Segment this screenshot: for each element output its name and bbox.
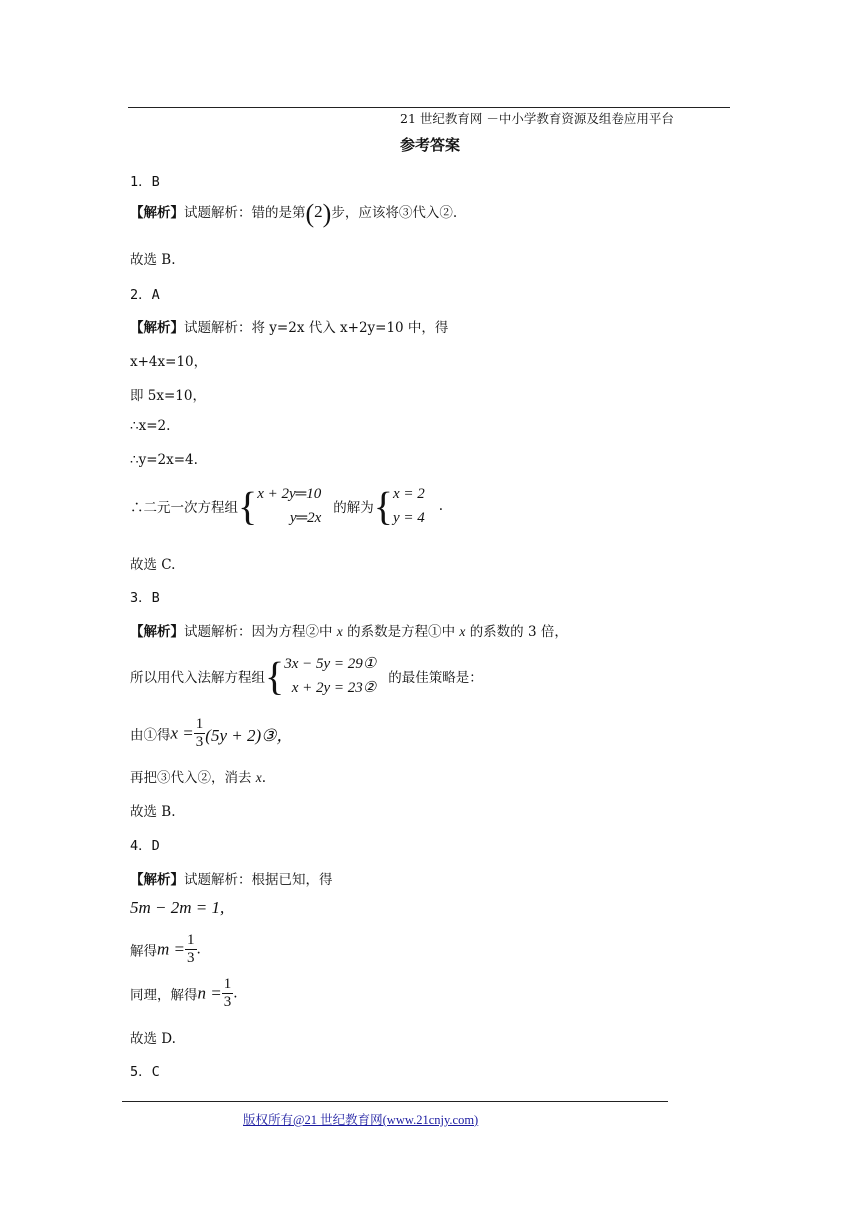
q3-brace: { bbox=[265, 653, 285, 699]
q3-answer: 3．B bbox=[130, 590, 160, 606]
q1-step-num: 2 bbox=[314, 202, 323, 221]
q4-analysis bbox=[130, 868, 333, 888]
q2-sys-eq2: y═2x bbox=[289, 510, 322, 526]
q4-solve-n-prefix: 同理，解得 bbox=[130, 987, 198, 1004]
q2-conclusion: 故选 C. bbox=[130, 557, 176, 573]
q3-line2-end: . bbox=[261, 770, 267, 786]
q3-sys-eq2: x + 2y = 23② bbox=[291, 680, 377, 696]
q3-fraction bbox=[194, 716, 206, 751]
q2-brace-2: { bbox=[373, 483, 393, 529]
q4-solve-n bbox=[130, 976, 238, 1011]
header-rule bbox=[128, 107, 730, 108]
q4-solve-m bbox=[130, 932, 201, 967]
q2-sol-eq2: y = 4 bbox=[392, 510, 425, 526]
q2-sol-eq1: x = 2 bbox=[392, 486, 425, 502]
q2-analysis-text: 试题解析：将 y=2x 代入 x+2y=10 中，得 bbox=[184, 320, 449, 336]
q3-system bbox=[284, 652, 376, 700]
q4-solve-m-var: m = bbox=[157, 939, 185, 959]
q3-conclusion: 故选 B. bbox=[130, 804, 176, 820]
q4-frac-n-den: 3 bbox=[223, 994, 232, 1010]
q2-solution bbox=[393, 482, 425, 530]
q2-analysis bbox=[130, 316, 448, 336]
q4-frac-m-den: 3 bbox=[187, 950, 195, 966]
q4-solve-m-end: . bbox=[196, 941, 201, 958]
q1-analysis-text-a: 试题解析：错的是第 bbox=[184, 205, 306, 221]
q4-analysis-tag: 【解析】 bbox=[130, 872, 184, 888]
q4-fraction-n bbox=[222, 976, 234, 1011]
q3-sys-eq1: 3x − 5y = 29① bbox=[284, 656, 377, 672]
q2-sys-prefix: ∴二元一次方程组 bbox=[130, 500, 238, 516]
q3-step-line bbox=[130, 716, 293, 751]
q4-solve-n-var: n = bbox=[197, 983, 222, 1003]
footer-rule bbox=[122, 1101, 668, 1102]
q3-var-x-2: x bbox=[459, 624, 466, 639]
q1-paren-left: ( bbox=[305, 199, 315, 228]
q3-step-lhs: x = bbox=[170, 723, 194, 743]
q2-line1: x+4x=10， bbox=[130, 354, 208, 370]
q1-analysis bbox=[130, 201, 457, 227]
q2-line3: ∴x=2. bbox=[130, 418, 171, 434]
q2-line2: 即 5x=10， bbox=[130, 388, 206, 404]
q4-analysis-text: 试题解析：根据已知，得 bbox=[184, 872, 333, 888]
q3-step-prefix: 由①得 bbox=[130, 727, 171, 744]
q4-frac-m-num: 1 bbox=[187, 932, 195, 948]
q3-step-rhs: (5y + 2)③， bbox=[205, 726, 294, 745]
q2-sys-end: . bbox=[438, 498, 444, 514]
q2-sys-mid: 的解为 bbox=[333, 500, 374, 516]
q1-analysis-tag: 【解析】 bbox=[130, 205, 184, 221]
page-title: 参考答案 bbox=[399, 136, 460, 154]
q3-var-x-1: x bbox=[336, 624, 343, 639]
q2-system bbox=[257, 482, 321, 530]
q3-frac-num: 1 bbox=[195, 716, 204, 732]
q2-system-line bbox=[130, 482, 443, 530]
q3-analysis-text-a: 试题解析：因为方程②中 bbox=[184, 624, 333, 640]
q2-sys-eq1: x + 2y═10 bbox=[257, 486, 322, 502]
q3-sys-suffix: 的最佳策略是： bbox=[388, 670, 483, 686]
q3-var-x-3: x bbox=[255, 770, 262, 785]
q1-analysis-text-b: 步，应该将③代入②. bbox=[331, 205, 458, 221]
q1-answer: 1．B bbox=[130, 174, 160, 190]
header-text: 21 世纪教育网 －中小学教育资源及组卷应用平台 bbox=[400, 111, 674, 126]
q4-frac-n-num: 1 bbox=[223, 976, 232, 992]
footer-link[interactable]: 版权所有@21 世纪教育网(www.21cnjy.com) bbox=[243, 1113, 479, 1127]
q4-conclusion: 故选 D. bbox=[130, 1031, 176, 1047]
q3-frac-den: 3 bbox=[195, 734, 204, 750]
q4-answer: 4．D bbox=[130, 838, 160, 854]
q3-analysis bbox=[130, 620, 568, 640]
q2-brace-1: { bbox=[238, 483, 258, 529]
q1-paren-right: ) bbox=[322, 199, 332, 228]
q4-fraction-m bbox=[185, 932, 197, 967]
q3-line2-text: 再把③代入②，消去 bbox=[130, 770, 252, 786]
q4-eq: 5m − 2m = 1, bbox=[130, 898, 225, 917]
q1-conclusion: 故选 B. bbox=[130, 252, 176, 268]
q3-analysis-text-b: 的系数是方程①中 bbox=[347, 624, 456, 640]
q4-solve-m-prefix: 解得 bbox=[130, 943, 157, 960]
q2-answer: 2．A bbox=[130, 287, 160, 303]
q3-analysis-tag: 【解析】 bbox=[130, 624, 184, 640]
q3-system-line bbox=[130, 652, 483, 700]
q3-line2 bbox=[130, 766, 266, 786]
q4-solve-n-end: . bbox=[233, 985, 238, 1002]
q3-analysis-text-c: 的系数的 3 倍， bbox=[469, 624, 568, 640]
q2-analysis-tag: 【解析】 bbox=[130, 320, 184, 336]
q3-sys-prefix: 所以用代入法解方程组 bbox=[130, 670, 265, 686]
q4-equation bbox=[130, 898, 224, 918]
q5-answer: 5．C bbox=[130, 1064, 160, 1080]
q2-line4: ∴y=2x=4. bbox=[130, 452, 198, 468]
